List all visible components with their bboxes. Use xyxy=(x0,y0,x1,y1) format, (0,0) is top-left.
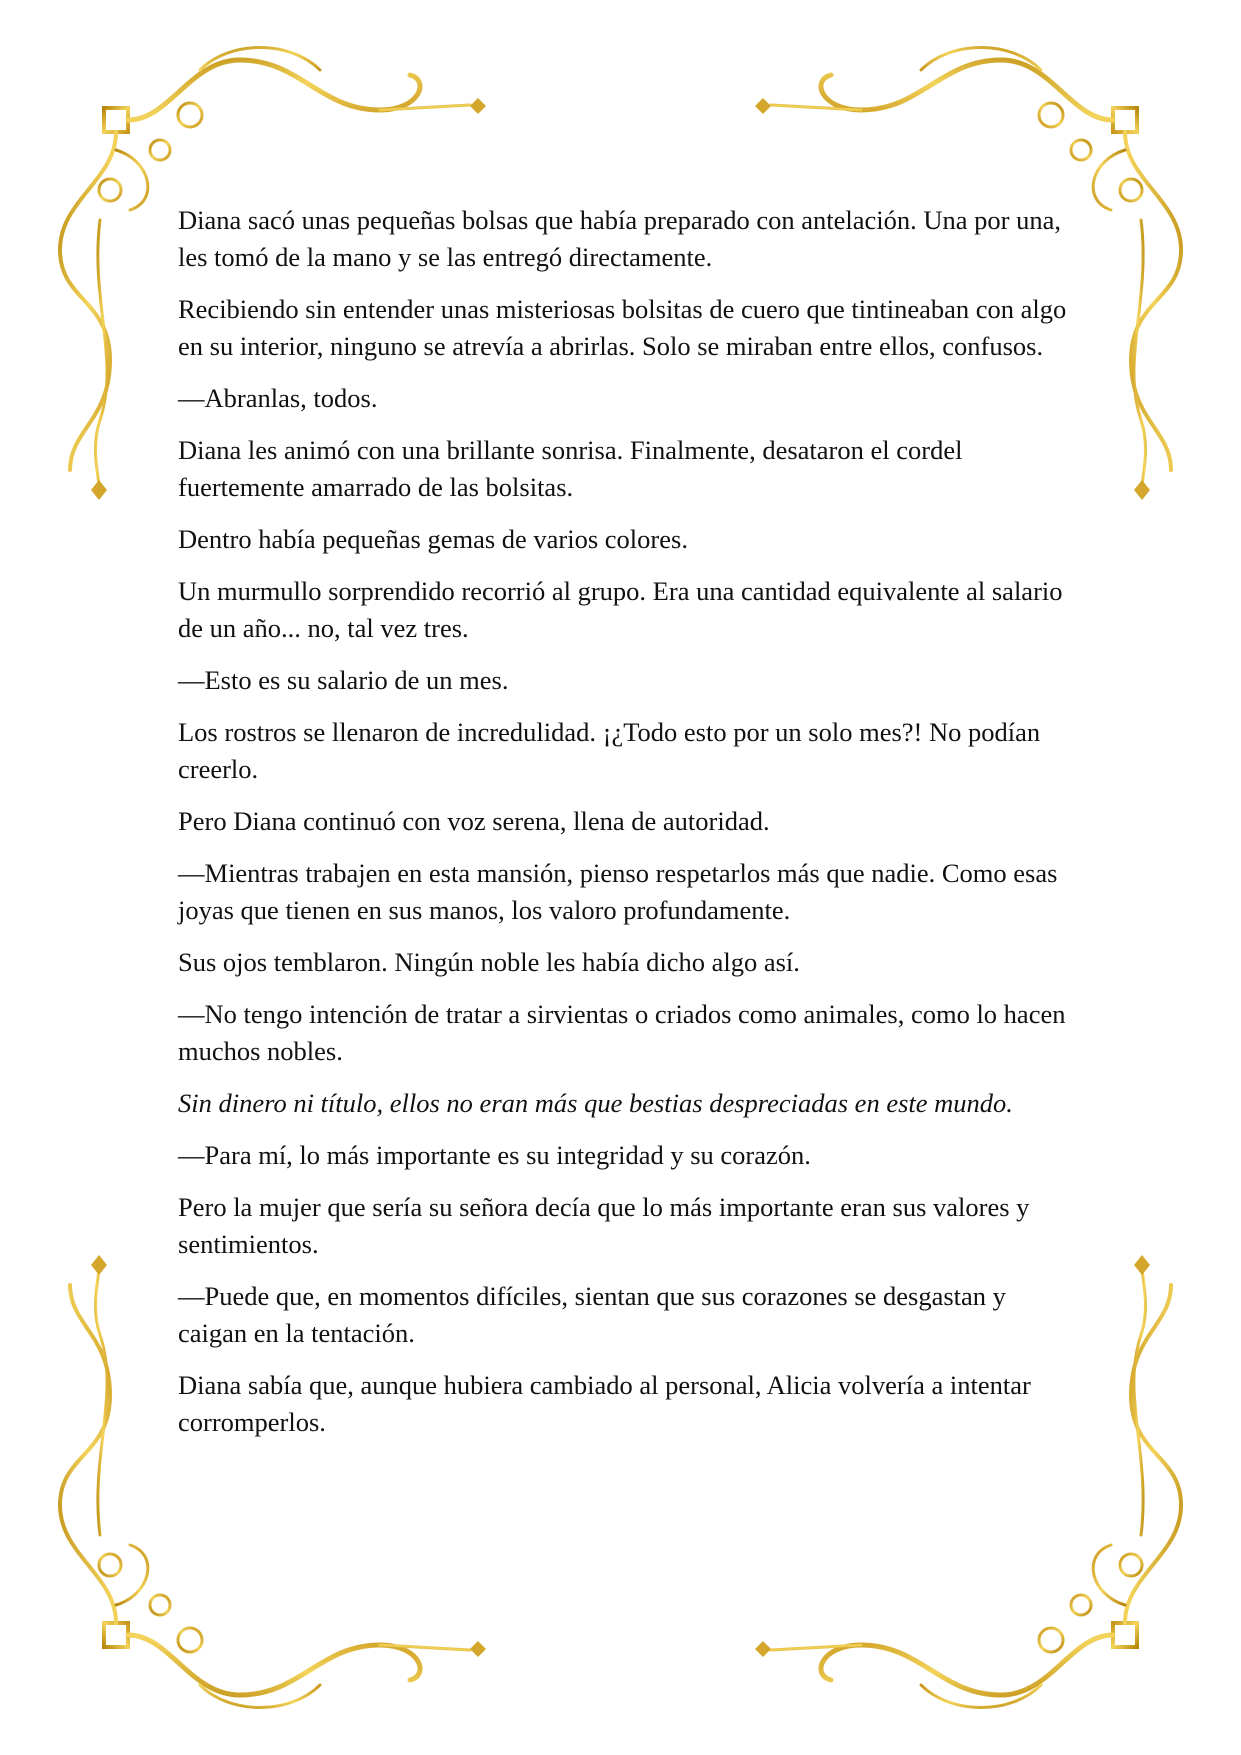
paragraph: —Mientras trabajen en esta mansión, pienso respetarlos más que nadie. Como esas joyas que tienen en sus manos, los valoro profundamente. xyxy=(178,858,1058,925)
paragraph: Un murmullo sorprendido recorrió al grupo. Era una cantidad equivalente al salario de un año... no, tal vez tres. xyxy=(178,576,1063,643)
paragraph: Recibiendo sin entender unas misteriosas bolsitas de cuero que tintineaban con algo en su interior, ninguno se atrevía a abrirlas. Solo se miraban entre ellos, confusos. xyxy=(178,294,1067,361)
paragraph: —Abranlas, todos. xyxy=(178,383,378,413)
paragraph: —No tengo intención de tratar a sirvientas o criados como animales, como lo hacen muchos nobles. xyxy=(178,999,1066,1066)
italic-paragraph: Sin dinero ni título, ellos no eran más que bestias despreciadas en este mundo. xyxy=(178,1088,1013,1118)
paragraph: Pero Diana continuó con voz serena, llena de autoridad. xyxy=(178,806,770,836)
paragraph: Diana les animó con una brillante sonrisa. Finalmente, desataron el cordel fuertemente amarrado de las bolsitas. xyxy=(178,435,963,502)
paragraph: Pero la mujer que sería su señora decía que lo más importante eran sus valores y sentimientos. xyxy=(178,1192,1030,1259)
paragraph: Dentro había pequeñas gemas de varios colores. xyxy=(178,524,688,554)
paragraph: —Puede que, en momentos difíciles, sientan que sus corazones se desgastan y caigan en la tentación. xyxy=(178,1281,1006,1348)
paragraph: Los rostros se llenaron de incredulidad. ¡¿Todo esto por un solo mes?! No podían creerlo. xyxy=(178,717,1041,784)
paragraph: Diana sabía que, aunque hubiera cambiado al personal, Alicia volvería a intentar corromperlos. xyxy=(178,1370,1031,1437)
paragraph: —Esto es su salario de un mes. xyxy=(178,665,509,695)
paragraph: Sus ojos temblaron. Ningún noble les había dicho algo así. xyxy=(178,947,800,977)
paragraph: Diana sacó unas pequeñas bolsas que había preparado con antelación. Una por una, les tomó de la mano y se las entregó directamente. xyxy=(178,205,1062,272)
paragraph: —Para mí, lo más importante es su integridad y su corazón. xyxy=(178,1140,811,1170)
document-body xyxy=(178,202,1068,1456)
